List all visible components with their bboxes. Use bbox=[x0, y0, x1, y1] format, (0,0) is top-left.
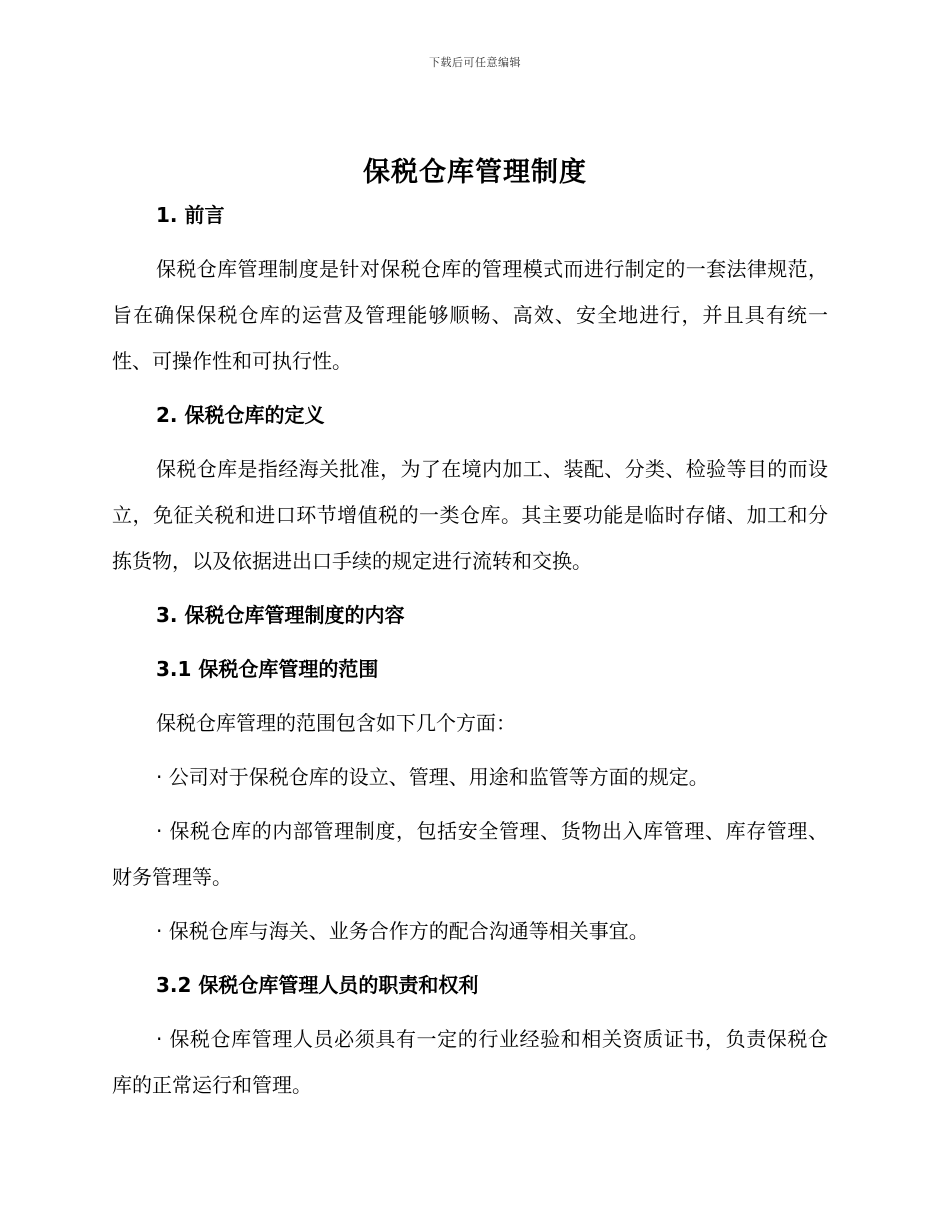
section-heading-definition: 2. 保税仓库的定义 bbox=[156, 403, 325, 427]
list-item: · 保税仓库与海关、业务合作方的配合沟通等相关事宜。 bbox=[156, 919, 649, 943]
list-item: · 保税仓库管理人员必须具有一定的行业经验和相关资质证书，负责保税仓库的正常运行和管理。 bbox=[112, 1027, 828, 1097]
section-heading-scope: 3.1 保税仓库管理的范围 bbox=[156, 657, 379, 681]
section-heading-content: 3. 保税仓库管理制度的内容 bbox=[156, 603, 405, 627]
paragraph-preface: 保税仓库管理制度是针对保税仓库的管理模式而进行制定的一套法律规范，旨在确保保税仓库的运营及管理能够顺畅、高效、安全地进行，并且具有统一性、可操作性和可执行性。 bbox=[112, 257, 828, 373]
list-item: · 保税仓库的内部管理制度，包括安全管理、货物出入库管理、库存管理、财务管理等。 bbox=[112, 819, 828, 889]
document-body bbox=[112, 192, 828, 1108]
paragraph-scope-intro: 保税仓库管理的范围包含如下几个方面： bbox=[156, 711, 516, 735]
list-item: · 公司对于保税仓库的设立、管理、用途和监管等方面的规定。 bbox=[156, 765, 709, 789]
section-heading-responsibilities: 3.2 保税仓库管理人员的职责和权利 bbox=[156, 973, 479, 997]
paragraph-definition: 保税仓库是指经海关批准，为了在境内加工、装配、分类、检验等目的而设立，免征关税和进口环节增值税的一类仓库。其主要功能是临时存储、加工和分拣货物，以及依据进出口手续的规定进行流转和交换。 bbox=[112, 457, 828, 573]
page-header-note: 下载后可任意编辑 bbox=[429, 56, 521, 69]
section-heading-preface: 1. 前言 bbox=[156, 203, 225, 227]
document-title: 保税仓库管理制度 bbox=[363, 157, 587, 188]
